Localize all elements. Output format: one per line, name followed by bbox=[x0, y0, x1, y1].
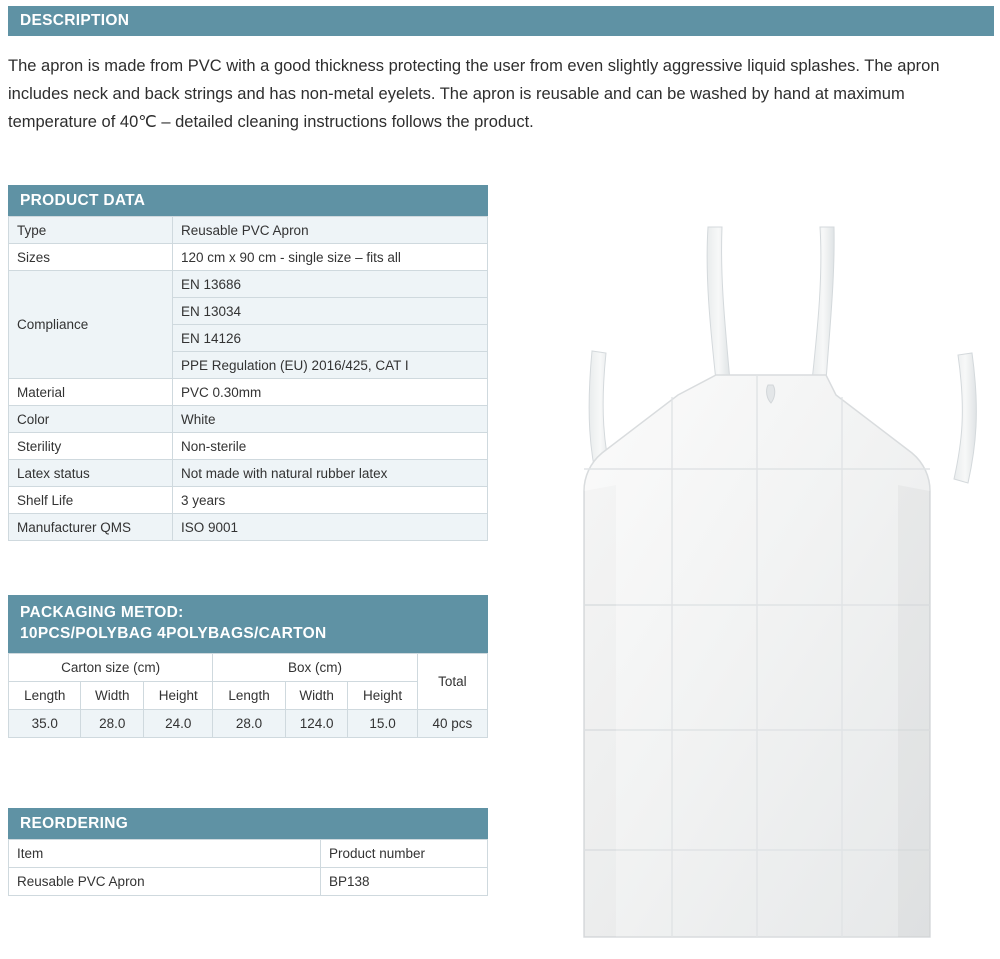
row-value: 120 cm x 90 cm - single size – fits all bbox=[173, 244, 488, 271]
table-row bbox=[9, 868, 488, 896]
cell-item: Reusable PVC Apron bbox=[9, 868, 321, 896]
sub-header-carton-width: Width bbox=[81, 682, 144, 710]
packaging-table bbox=[8, 653, 488, 738]
row-label: Sterility bbox=[9, 433, 173, 460]
packaging-title-line2: 10PCS/POLYBAG 4POLYBAGS/CARTON bbox=[20, 625, 327, 642]
row-label: Compliance bbox=[9, 271, 173, 379]
cell-product-number: BP138 bbox=[321, 868, 488, 896]
row-label: Shelf Life bbox=[9, 487, 173, 514]
column-header-item: Item bbox=[9, 840, 321, 868]
group-header-carton: Carton size (cm) bbox=[9, 654, 213, 682]
table-row bbox=[9, 379, 488, 406]
table-row bbox=[9, 433, 488, 460]
table-row bbox=[9, 514, 488, 541]
table-row bbox=[9, 840, 488, 868]
table-row bbox=[9, 460, 488, 487]
value-carton-width: 28.0 bbox=[81, 710, 144, 738]
packaging-section bbox=[8, 595, 488, 738]
row-value: EN 14126 bbox=[173, 325, 488, 352]
packaging-title-line1: PACKAGING METOD: bbox=[20, 604, 184, 621]
row-label: Color bbox=[9, 406, 173, 433]
value-carton-height: 24.0 bbox=[144, 710, 213, 738]
column-header-product-number: Product number bbox=[321, 840, 488, 868]
value-carton-length: 35.0 bbox=[9, 710, 81, 738]
description-header: DESCRIPTION bbox=[8, 6, 994, 36]
value-box-height: 15.0 bbox=[348, 710, 417, 738]
group-header-box: Box (cm) bbox=[213, 654, 417, 682]
table-row bbox=[9, 682, 488, 710]
reordering-table bbox=[8, 839, 488, 896]
table-row bbox=[9, 217, 488, 244]
group-header-total: Total bbox=[417, 654, 487, 710]
value-box-length: 28.0 bbox=[213, 710, 285, 738]
row-value: EN 13034 bbox=[173, 298, 488, 325]
sub-header-box-length: Length bbox=[213, 682, 285, 710]
sub-header-carton-height: Height bbox=[144, 682, 213, 710]
sub-header-box-height: Height bbox=[348, 682, 417, 710]
row-value: EN 13686 bbox=[173, 271, 488, 298]
row-label: Latex status bbox=[9, 460, 173, 487]
row-label: Type bbox=[9, 217, 173, 244]
table-row bbox=[9, 487, 488, 514]
table-row bbox=[9, 271, 488, 298]
row-label: Material bbox=[9, 379, 173, 406]
product-photo-apron bbox=[520, 185, 990, 945]
row-value: Not made with natural rubber latex bbox=[173, 460, 488, 487]
table-row bbox=[9, 406, 488, 433]
sub-header-carton-length: Length bbox=[9, 682, 81, 710]
row-value: PPE Regulation (EU) 2016/425, CAT I bbox=[173, 352, 488, 379]
row-label: Manufacturer QMS bbox=[9, 514, 173, 541]
value-box-width: 124.0 bbox=[285, 710, 348, 738]
packaging-header bbox=[8, 595, 488, 653]
row-value: 3 years bbox=[173, 487, 488, 514]
row-value: ISO 9001 bbox=[173, 514, 488, 541]
reordering-section bbox=[8, 808, 488, 896]
table-row bbox=[9, 654, 488, 682]
product-data-section bbox=[8, 185, 488, 541]
product-data-table bbox=[8, 216, 488, 541]
product-data-header: PRODUCT DATA bbox=[8, 185, 488, 216]
row-value: Non-sterile bbox=[173, 433, 488, 460]
value-total: 40 pcs bbox=[417, 710, 487, 738]
sub-header-box-width: Width bbox=[285, 682, 348, 710]
row-value: PVC 0.30mm bbox=[173, 379, 488, 406]
description-text: The apron is made from PVC with a good thickness protecting the user from even slightly aggressive liquid splashes. The apron includes neck and back strings and has non-metal eyelets. The apron is reusable and can be washed by hand at maximum temperature of 40℃ – detailed cleaning instructions follows the product. bbox=[8, 57, 940, 131]
row-label: Sizes bbox=[9, 244, 173, 271]
row-value: Reusable PVC Apron bbox=[173, 217, 488, 244]
table-row bbox=[9, 710, 488, 738]
row-value: White bbox=[173, 406, 488, 433]
reordering-header: REORDERING bbox=[8, 808, 488, 839]
table-row bbox=[9, 244, 488, 271]
